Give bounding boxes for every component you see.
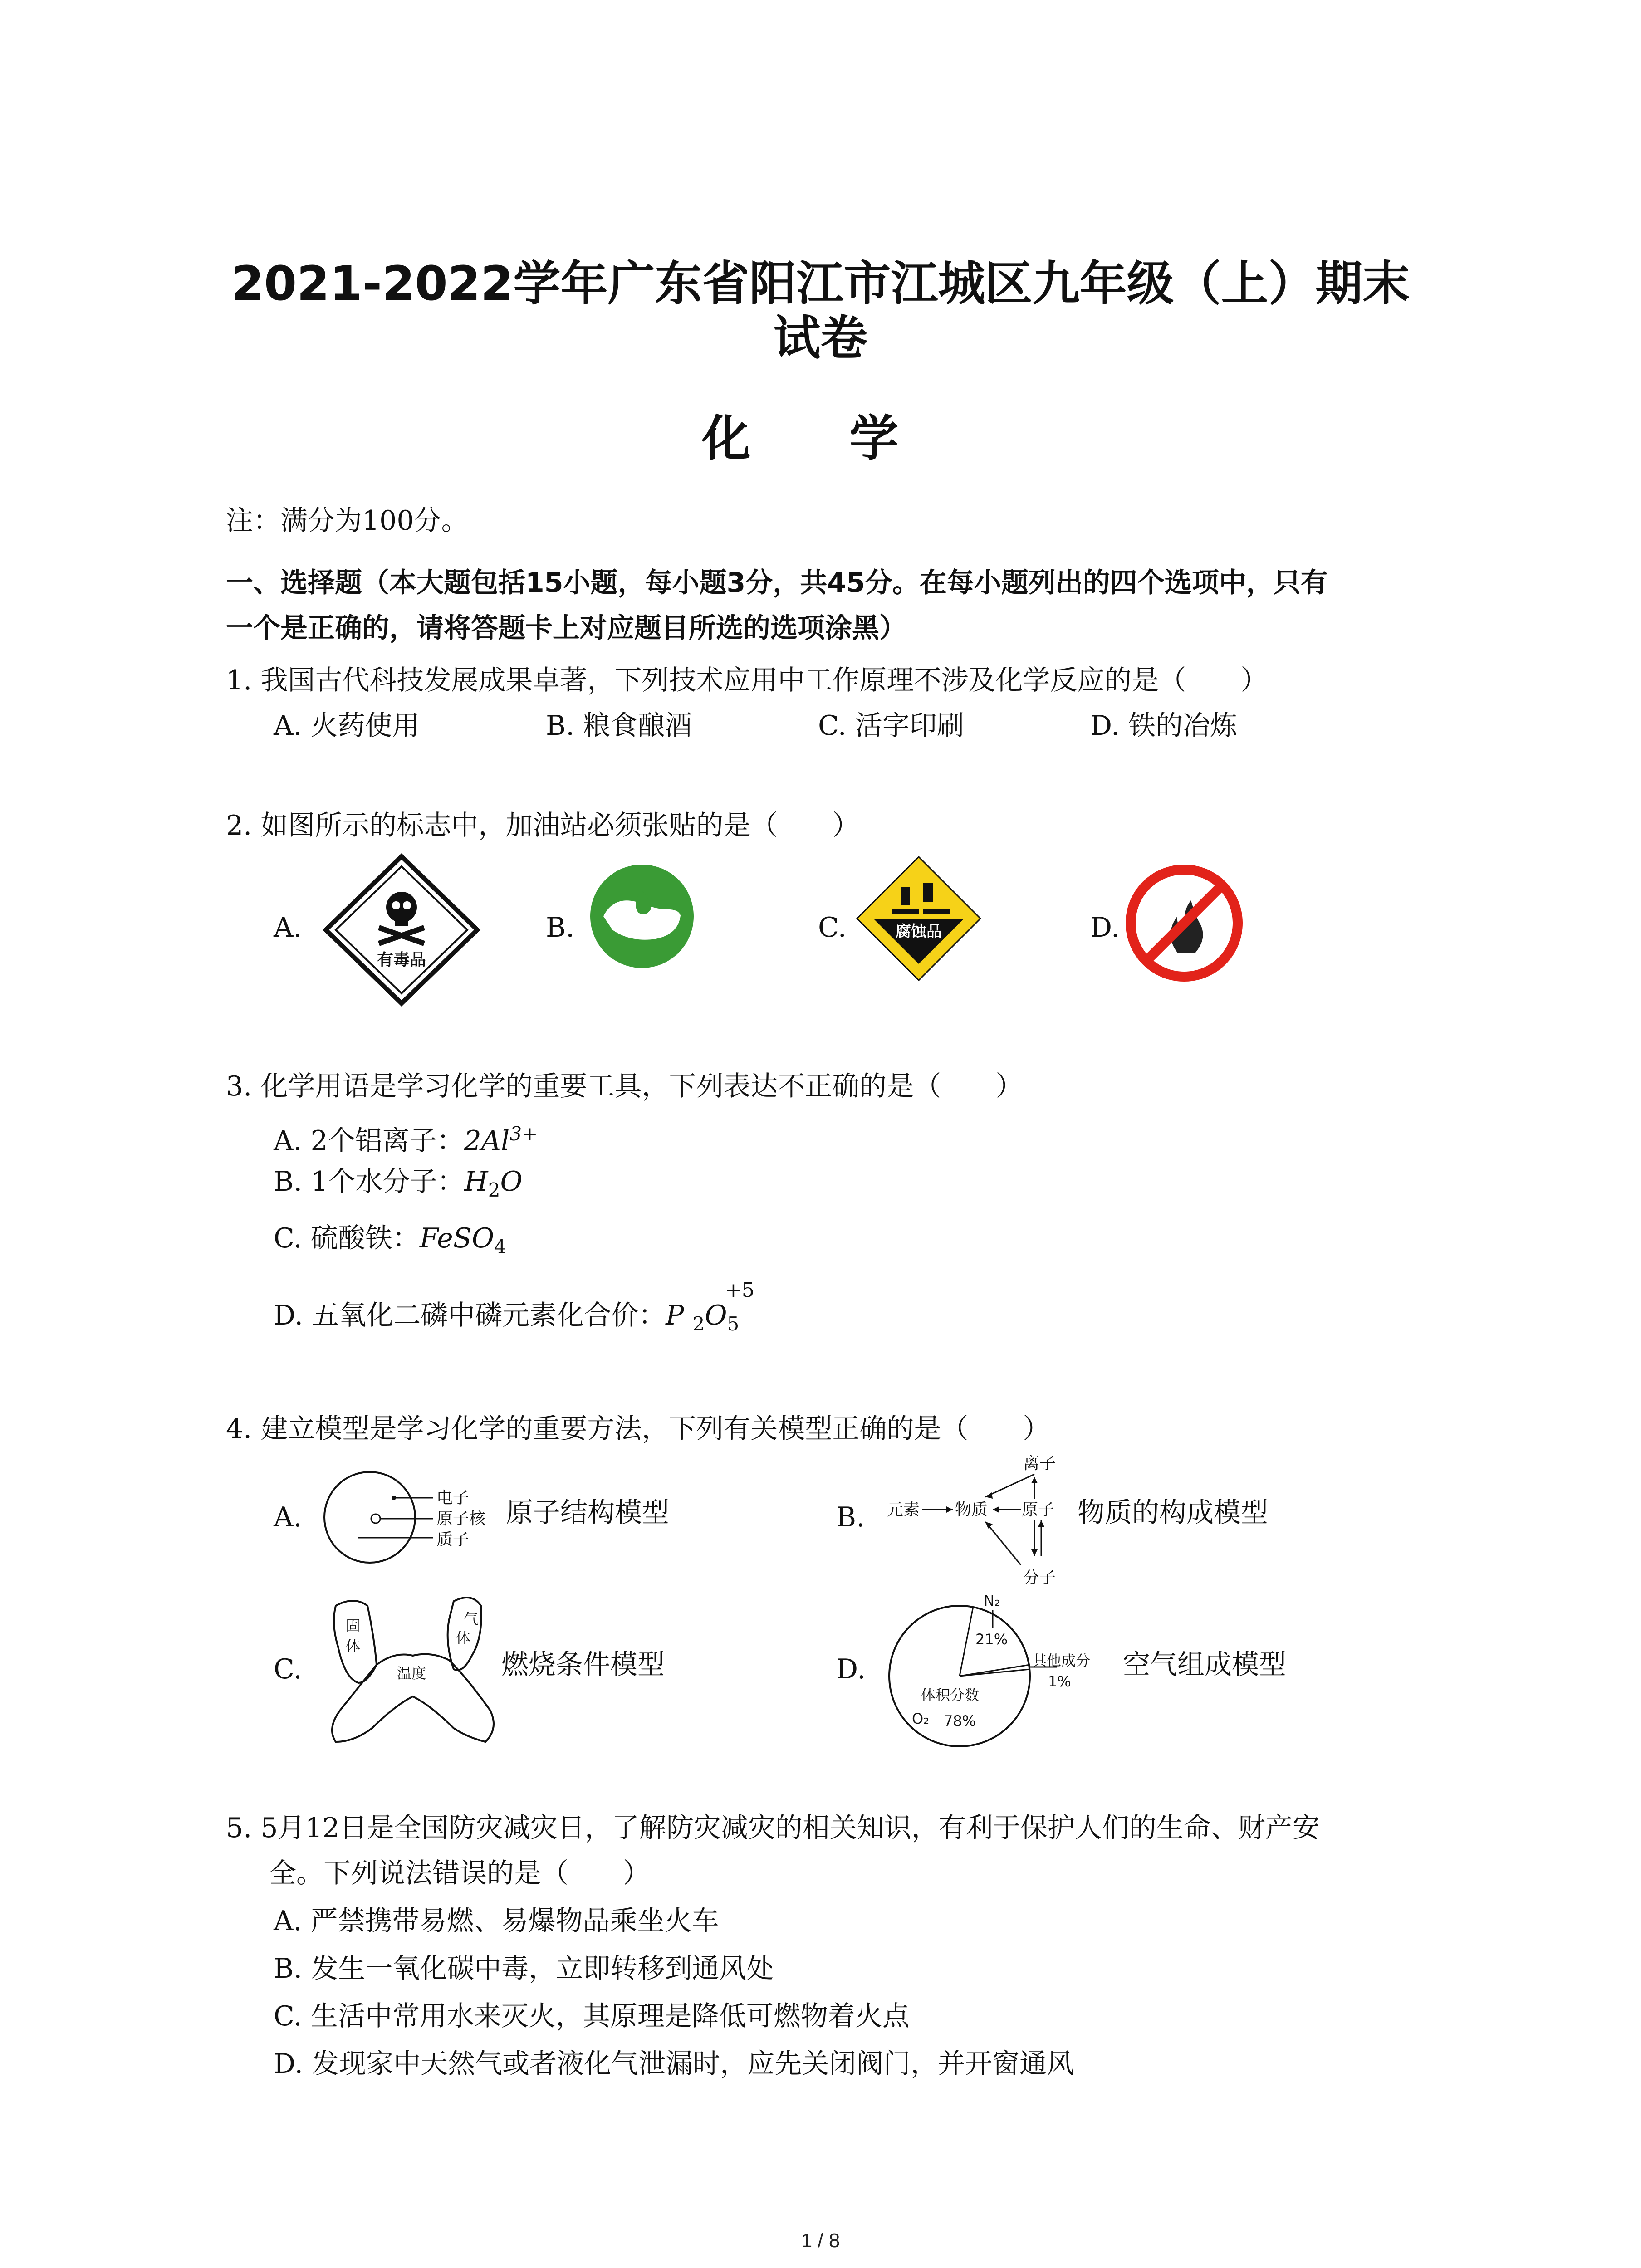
- q3-option-c: C. 硫酸铁：FeSO$_4$: [274, 1222, 506, 1258]
- svg-text:体积分数: 体积分数: [921, 1686, 980, 1704]
- section-heading-line1: 一、选择题（本大题包括15小题，每小题3分，共45分。在每小题列出的四个选项中，只有: [226, 567, 1328, 599]
- svg-text:固: 固: [346, 1617, 361, 1634]
- exam-title-line2: 试卷: [773, 310, 868, 366]
- question-2-stem: 2. 如图所示的标志中，加油站必须张贴的是（ ）: [226, 810, 860, 841]
- svg-text:原子: 原子: [1022, 1501, 1055, 1519]
- q2-option-c: C.: [818, 912, 847, 943]
- q1-option-a: A. 火药使用: [274, 710, 420, 742]
- svg-text:物质: 物质: [955, 1501, 988, 1519]
- svg-text:O₂: O₂: [912, 1710, 930, 1727]
- corrosive-sign-text: 腐蚀品: [896, 923, 942, 941]
- toxic-sign-text: 有毒品: [377, 951, 426, 969]
- q5-option-d: D. 发现家中天然气或者液化气泄漏时，应先关闭阀门，并开窗通风: [274, 2048, 1074, 2080]
- svg-text:原子核: 原子核: [436, 1510, 486, 1528]
- combustion-conditions-diagram: [318, 1592, 508, 1755]
- svg-text:体: 体: [346, 1637, 361, 1655]
- svg-text:电子: 电子: [436, 1489, 470, 1507]
- substance-composition-diagram: [885, 1452, 1084, 1601]
- corrosive-sign-icon: [855, 855, 982, 982]
- q4-d-caption: 空气组成模型: [1123, 1649, 1286, 1681]
- q4-b-caption: 物质的构成模型: [1078, 1497, 1268, 1529]
- svg-text:78%: 78%: [944, 1712, 976, 1730]
- q5-option-b: B. 发生一氧化碳中毒，立即转移到通风处: [274, 1953, 774, 1984]
- svg-text:气: 气: [464, 1610, 479, 1628]
- q3-option-d: D. 五氧化二磷中磷元素化合价：P $_2O_5$: [274, 1300, 740, 1335]
- question-3-stem: 3. 化学用语是学习化学的重要工具，下列表达不正确的是（ ）: [226, 1070, 1023, 1102]
- toxic-sign-icon: [322, 853, 481, 1007]
- svg-text:其他成分: 其他成分: [1032, 1652, 1091, 1669]
- svg-text:21%: 21%: [975, 1631, 1008, 1648]
- svg-text:温度: 温度: [397, 1665, 426, 1682]
- svg-text:体: 体: [456, 1629, 471, 1647]
- question-4-stem: 4. 建立模型是学习化学的重要方法，下列有关模型正确的是（ ）: [226, 1413, 1050, 1445]
- atom-structure-diagram: [318, 1470, 508, 1574]
- q4-option-c: C.: [274, 1653, 302, 1685]
- q4-option-b: B.: [836, 1501, 865, 1533]
- svg-text:元素: 元素: [887, 1501, 920, 1519]
- q5-option-a: A. 严禁携带易燃、易爆物品乘坐火车: [274, 1905, 719, 1937]
- score-note: 注：满分为100分。: [226, 505, 469, 537]
- q3-valence-mark: +5: [725, 1279, 754, 1302]
- svg-text:分子: 分子: [1023, 1569, 1056, 1587]
- q2-option-a: A.: [274, 912, 302, 943]
- page-number: 1 / 8: [801, 2229, 840, 2252]
- svg-text:1%: 1%: [1048, 1673, 1071, 1690]
- svg-text:N₂: N₂: [984, 1592, 1000, 1609]
- q5-option-c: C. 生活中常用水来灭火，其原理是降低可燃物着火点: [274, 2000, 910, 2032]
- q4-a-caption: 原子结构模型: [506, 1497, 669, 1529]
- water-saving-sign-icon: [588, 862, 696, 971]
- question-5-stem-line2: 全。下列说法错误的是（ ）: [269, 1857, 650, 1889]
- q2-option-b: B.: [546, 912, 575, 943]
- exam-title-line1: 2021-2022学年广东省阳江市江城区九年级（上）期末: [231, 256, 1410, 311]
- section-heading-line2: 一个是正确的，请将答题卡上对应题目所选的选项涂黑）: [226, 612, 906, 644]
- q1-option-d: D. 铁的冶炼: [1090, 710, 1238, 742]
- q4-option-a: A.: [274, 1501, 302, 1533]
- svg-text:质子: 质子: [436, 1530, 470, 1549]
- q3-option-b: B. 1个水分子：$H_2O$: [274, 1166, 523, 1201]
- q2-option-d: D.: [1090, 912, 1120, 943]
- q1-option-b: B. 粮食酿酒: [546, 710, 692, 742]
- q3-option-a: A. 2个铝离子：$2Al^{3+}$: [274, 1123, 538, 1157]
- no-fire-sign-icon: [1123, 862, 1245, 984]
- subject-heading: 化 学: [701, 411, 940, 467]
- air-composition-pie-chart: [880, 1588, 1125, 1751]
- q4-c-caption: 燃烧条件模型: [501, 1649, 665, 1681]
- svg-text:离子: 离子: [1023, 1454, 1056, 1473]
- q1-option-c: C. 活字印刷: [818, 710, 964, 742]
- question-5-stem-line1: 5. 5月12日是全国防灾减灾日，了解防灾减灾的相关知识，有利于保护人们的生命、财产安: [226, 1812, 1320, 1844]
- q4-option-d: D.: [836, 1653, 866, 1685]
- question-1-stem: 1. 我国古代科技发展成果卓著，下列技术应用中工作原理不涉及化学反应的是（ ）: [226, 665, 1268, 696]
